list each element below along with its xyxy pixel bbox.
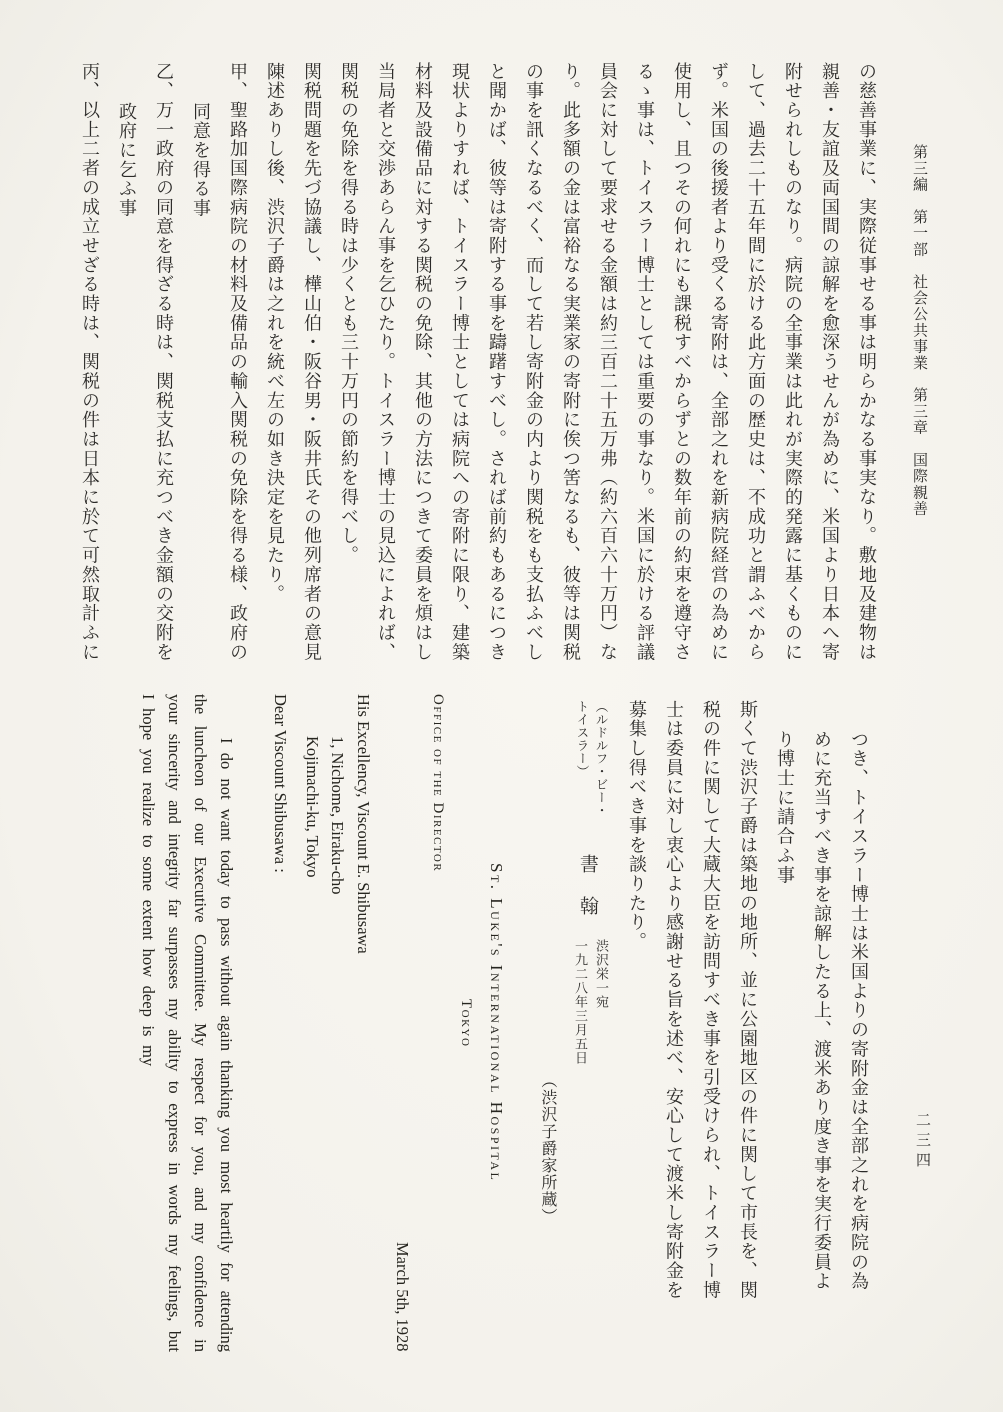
letter-heading-addressee: 渋沢栄一宛 [594, 938, 609, 1009]
paragraph-hospital-history: の慈善事業に、実際従事せる事は明らかなる事実なり。敷地及建物は親善・友誼及両国間の諒解を愈深うせんが為めに、米国より日本へ寄附せられしものなり。病院の全事業は此れが実際的発露に基くものにして、過去二十五年間に於ける此方面の歴史は、不成功と謂ふべからず。米国の後援者より受くる寄附は、全部之れを新病院経営の為めに使用し、且つその何れにも課税すべからずとの数年前の約束を遵守さるゝ事は、トイスラー博士としては重要の事なり。米国に於ける評議員会に対して要求せる金額は約三百二十五万弗（約六百六十万円）なり。此多額の金は富裕なる実業家の寄附に俟つ筈なるも、彼等は関税の事を訊くなるべく、而して若し寄附金の内より関税をも支払ふべしと聞かば、彼等は寄附する事を躊躇すべし。されば前約もあるにつき現状よりすれば、トイスラー博士としては病院への寄附に限り、建築材料及設備品に対する関税の免除、其他の方法につきて委員を煩はし当局者と交渉あらん事を乞ひたり。トイスラー博士の見込によれば、関税の免除を得る時は少くとも三十万円の節約を得べし。 [339, 62, 877, 662]
letterhead-office: Office of the Director [430, 694, 446, 873]
list-item-kou: 甲、聖路加国際病院の材料及備品の輸入関税の免除を得る様、政府の同意を得る事 [191, 62, 248, 662]
letterhead-hospital-name: St. Luke's International Hospital [487, 863, 506, 1183]
letter-body: I do not want today to pass without again thanking you most heartily for attending the luncheon of our Executive Committee. My respect for you, and my confidence in your sincerity and integrity far surpasses my ability to express in words my feelings, but I hope you realize to some extent how deep is my [139, 694, 236, 1352]
letter-salutation: Dear Viscount Shibusawa : [271, 694, 290, 873]
letter-address-line1: 1, Nichome, Eiraku-cho [328, 736, 347, 895]
page-number: 二三四 [914, 1112, 930, 1172]
list-item-hei-continuation: つき、トイスラー博士は米国よりの寄附金は全部之れを病院の為めに充当すべき事を諒解したる上、渡米あり度き事を実行委員より博士に請合ふ事 [775, 730, 869, 1292]
letter-date: March 5th, 1928 [393, 1242, 412, 1352]
letter-source-note: （渋沢子爵家所蔵） [538, 1072, 556, 1225]
lower-text-block [529, 700, 877, 1302]
letter-recipient: His Excellency, Viscount E. Shibusawa [354, 694, 373, 954]
running-head: 第三編 第一部 社会公共事業 第三章 国際親善 [911, 144, 927, 517]
paragraph-shibusawa-visit: 斯くて渋沢子爵は築地の地所、並に公園地区の件に関して市長を、関税の件に関して大蔵大臣を訪問すべき事を引受けられ、トイスラー博士は委員に対し衷心より感謝せる旨を述べ、安心して渡米し寄附金を募集し得べき事を談りたり。 [627, 700, 758, 1300]
letter-address-line2: Kojimachi-ku, Tokyo [303, 736, 322, 878]
letterhead-city: Tokyo [458, 998, 474, 1048]
letter-heading-date: 一九二八年三月五日 [573, 938, 588, 1065]
paragraph-customs-discussion: 関税問題を先づ協議し、樺山伯・阪谷男・阪井氏その他列席者の意見陳述ありし後、渋沢子爵は之れを統べ左の如き決定を見たり。 [265, 62, 322, 662]
list-item-otsu: 乙、万一政府の同意を得ざる時は、関税支払に充つべき金額の交附を政府に乞ふ事 [117, 62, 174, 662]
upper-text-block [71, 62, 939, 662]
letter-author-line1: （ルドルフ・ビー・ [594, 700, 608, 817]
letter-author-name [572, 700, 610, 832]
letter-heading-details [570, 939, 612, 1121]
english-letter-block [135, 694, 511, 1352]
letter-heading-column [566, 700, 612, 1302]
letter-heading-title: 書 翰 [576, 853, 598, 917]
list-item-hei: 丙、以上二者の成立せざる時は、関税の件は日本に於て可然取計ふに [80, 62, 100, 662]
letter-author-line2: トイスラー） [575, 700, 589, 778]
